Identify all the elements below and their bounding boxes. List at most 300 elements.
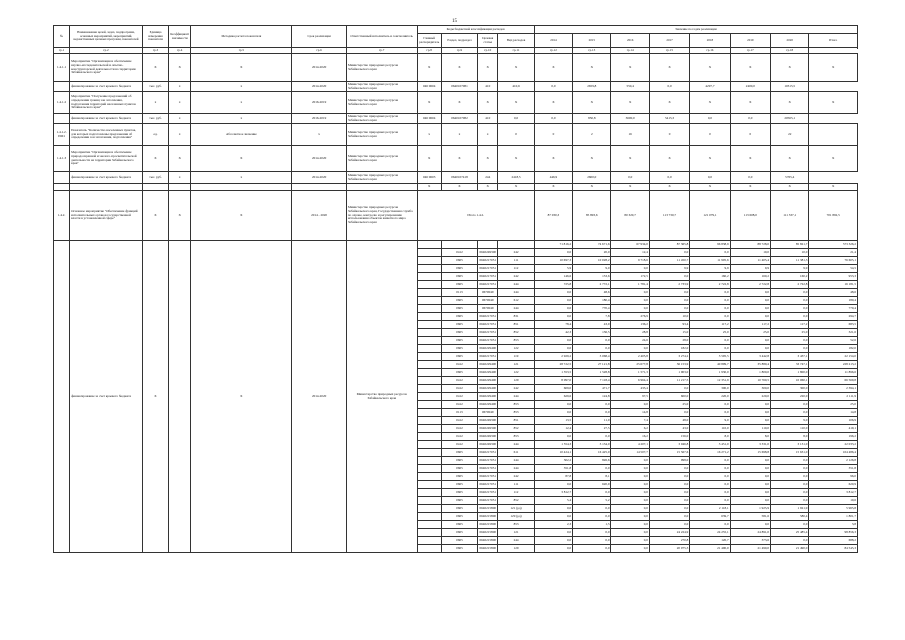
value-cell: 300,0 bbox=[771, 385, 809, 393]
row-responsible: Министерство природных ресурсов Забайкальского края bbox=[346, 124, 417, 146]
row-coef: Х bbox=[169, 146, 191, 172]
code-cell: 853 bbox=[498, 521, 534, 529]
value-cell: 9,0 bbox=[690, 417, 730, 425]
row-cell: Х bbox=[611, 92, 649, 114]
table-row bbox=[54, 184, 858, 191]
value-cell: 28,0 bbox=[649, 337, 689, 345]
row-unit: Х bbox=[142, 191, 168, 241]
value-cell: 2,3 bbox=[534, 521, 572, 529]
empty-cell bbox=[417, 273, 441, 281]
value-cell: 953,3 bbox=[809, 273, 858, 281]
value-cell: 0,0 bbox=[771, 305, 809, 313]
value-cell: 10 760,5 bbox=[730, 377, 770, 385]
row-cell: 046 0604 bbox=[417, 82, 441, 92]
code-cell: 122 bbox=[498, 369, 534, 377]
value-cell: 0,0 bbox=[534, 249, 572, 257]
row-cell: 3600,0 bbox=[611, 114, 649, 124]
row-cell: Х bbox=[730, 92, 770, 114]
finance-method: Х bbox=[191, 241, 292, 553]
table-row bbox=[54, 54, 858, 82]
row-cell: Х bbox=[649, 54, 689, 82]
value-cell: 2 733,9 bbox=[649, 281, 689, 289]
code-cell: 0640215800 bbox=[478, 521, 498, 529]
code-cell: 0640249300 bbox=[478, 249, 498, 257]
code-cell: 853 bbox=[498, 401, 534, 409]
value-cell: 0,0 bbox=[573, 401, 611, 409]
value-cell: 351,8 bbox=[534, 465, 572, 473]
value-cell: 110,0 bbox=[690, 425, 730, 433]
column-number: гр.18 bbox=[771, 48, 809, 54]
value-cell: 27,5 bbox=[573, 425, 611, 433]
value-cell: 0,0 bbox=[730, 521, 770, 529]
code-cell: 121 bbox=[498, 361, 534, 369]
value-cell: 0,0 bbox=[690, 313, 730, 321]
row-cell: Х bbox=[771, 54, 809, 82]
value-cell: 16 271,2 bbox=[690, 449, 730, 457]
row-name: Мероприятие "Организация и обеспечение научно-исследовательской и опытно-конструкторской деятельности на территории Забайкальского края" bbox=[70, 54, 143, 82]
value-cell: 6 964,4 bbox=[611, 377, 649, 385]
value-cell: 0,0 bbox=[573, 545, 611, 553]
row-coef: х bbox=[169, 82, 191, 92]
column-number: гр.12 bbox=[534, 48, 572, 54]
header-method: Методика расчета показателя bbox=[191, 26, 292, 48]
value-cell: 160,2 bbox=[690, 273, 730, 281]
empty-cell bbox=[417, 393, 441, 401]
row-cell: Х bbox=[441, 92, 477, 114]
value-cell: 96 838,9 bbox=[690, 241, 730, 249]
value-cell: 87,8 bbox=[534, 473, 572, 481]
value-cell: 0,0 bbox=[690, 409, 730, 417]
row-number bbox=[54, 82, 70, 92]
row-cell: Х bbox=[417, 92, 441, 114]
code-cell: 0640215800 bbox=[478, 513, 498, 521]
value-cell: 12 351,9 bbox=[690, 377, 730, 385]
value-cell: 302,2 bbox=[534, 457, 572, 465]
value-cell: 1 353,5 bbox=[534, 369, 572, 377]
code-cell: 0640217051 bbox=[478, 313, 498, 321]
empty-cell bbox=[417, 297, 441, 305]
value-cell: 0,0 bbox=[611, 465, 649, 473]
empty-cell bbox=[417, 241, 441, 249]
value-cell: 0,0 bbox=[649, 489, 689, 497]
value-cell: 419,1 bbox=[809, 425, 858, 433]
value-cell: 0,0 bbox=[534, 313, 572, 321]
finance-row bbox=[54, 241, 858, 249]
row-unit: тыс. руб. bbox=[142, 114, 168, 124]
row-period: 2016-2019 bbox=[292, 92, 347, 114]
value-cell: 2 722,8 bbox=[730, 281, 770, 289]
code-cell: 0640217051 bbox=[478, 281, 498, 289]
value-cell: 0,0 bbox=[573, 489, 611, 497]
row-cell: Х bbox=[534, 184, 572, 191]
value-cell: 0,0 bbox=[730, 297, 770, 305]
empty-cell bbox=[417, 249, 441, 257]
value-cell: 36 153,9 bbox=[649, 361, 689, 369]
value-cell: 0,0 bbox=[573, 513, 611, 521]
value-cell: 1 800,0 bbox=[771, 369, 809, 377]
code-cell: 0640229400 bbox=[478, 377, 498, 385]
header-grbs: Главный распорядитель bbox=[417, 34, 441, 48]
empty-cell bbox=[417, 321, 441, 329]
row-responsible: Министерство природных ресурсов Забайкальского края, Государственная служба по охране, контролю и регулированию использования объектов животного мира Забайкальского края bbox=[346, 191, 417, 241]
empty-cell bbox=[417, 265, 441, 273]
code-cell: 0412 bbox=[441, 417, 477, 425]
code-cell: 0113 bbox=[441, 409, 477, 417]
column-number: гр.9 bbox=[441, 48, 477, 54]
code-cell: 0640229400 bbox=[478, 369, 498, 377]
value-cell: 5,9 bbox=[534, 265, 572, 273]
value-cell: 71 816,2 bbox=[534, 241, 572, 249]
code-cell: 0605 bbox=[441, 313, 477, 321]
value-cell: 0,0 bbox=[649, 249, 689, 257]
value-cell: 3 331,0 bbox=[730, 441, 770, 449]
value-cell: 9,0 bbox=[771, 417, 809, 425]
row-method: х bbox=[191, 92, 292, 114]
value-cell: 106,9 bbox=[809, 417, 858, 425]
code-cell: 121 bbox=[498, 529, 534, 537]
value-cell: 2 394,1 bbox=[809, 385, 858, 393]
code-cell: 0640249300 bbox=[478, 417, 498, 425]
code-cell: 0605 bbox=[441, 545, 477, 553]
value-cell: 0,0 bbox=[611, 489, 649, 497]
value-cell: 9,9 bbox=[771, 265, 809, 273]
value-cell: 620,9 bbox=[809, 481, 858, 489]
row-cell: 046 0603 bbox=[417, 172, 441, 184]
value-cell: 20 075,3 bbox=[649, 545, 689, 553]
value-cell: 11 381,3 bbox=[771, 257, 809, 265]
value-cell: 110,0 bbox=[771, 425, 809, 433]
value-cell: 826,6 bbox=[573, 457, 611, 465]
value-cell: 153,6 bbox=[573, 273, 611, 281]
value-cell: 15,0 bbox=[649, 329, 689, 337]
empty-cell bbox=[417, 449, 441, 457]
value-cell: 9,9 bbox=[690, 265, 730, 273]
page-number: 15 bbox=[452, 19, 457, 24]
value-cell: 1 554,3 bbox=[534, 441, 572, 449]
value-cell: 120,7 bbox=[690, 537, 730, 545]
value-cell: 770,4 bbox=[573, 305, 611, 313]
empty-cell bbox=[417, 425, 441, 433]
value-cell: 600,0 bbox=[649, 393, 689, 401]
value-cell: 97,5 bbox=[611, 393, 649, 401]
code-cell: 852 bbox=[498, 497, 534, 505]
column-number: гр.8 bbox=[417, 48, 441, 54]
row-cell: Х bbox=[441, 54, 477, 82]
code-cell bbox=[498, 241, 534, 249]
empty-cell bbox=[417, 481, 441, 489]
value-cell: 0,0 bbox=[611, 505, 649, 513]
code-cell: 853 bbox=[498, 433, 534, 441]
code-cell: 0605 bbox=[441, 489, 477, 497]
value-cell: 48,6 bbox=[809, 289, 858, 297]
code-cell: 853 bbox=[498, 337, 534, 345]
row-cell: Х bbox=[690, 54, 730, 82]
row-name: Мероприятие "Организация и обеспечение природоохранной и эколого-просветительской деятельности на территории Забайкальского края" bbox=[70, 146, 143, 172]
value-cell: 10,0 bbox=[730, 249, 770, 257]
code-cell: 0412 bbox=[441, 393, 477, 401]
value-cell: 3,8 bbox=[809, 521, 858, 529]
value-cell: 10 060,1 bbox=[771, 377, 809, 385]
empty-cell bbox=[417, 361, 441, 369]
code-cell: 0605 bbox=[441, 329, 477, 337]
value-cell: 1 925,9 bbox=[730, 505, 770, 513]
row-cell: 410 bbox=[478, 82, 498, 92]
value-cell: 0,0 bbox=[649, 289, 689, 297]
empty-cell bbox=[346, 184, 417, 191]
value-cell: 0,0 bbox=[611, 545, 649, 553]
value-cell: 0,0 bbox=[649, 465, 689, 473]
total-value: 121 079,1 bbox=[690, 191, 730, 241]
value-cell: 156,0 bbox=[649, 433, 689, 441]
value-cell: 1 801,7 bbox=[809, 513, 858, 521]
value-cell: 10 697,3 bbox=[534, 257, 572, 265]
code-cell: 0412 bbox=[441, 433, 477, 441]
row-cell: Х bbox=[417, 54, 441, 82]
value-cell: 471,7 bbox=[573, 385, 611, 393]
value-cell: 21 490,0 bbox=[690, 545, 730, 553]
value-cell: 0,0 bbox=[771, 521, 809, 529]
value-cell: 2 111,9 bbox=[809, 393, 858, 401]
value-cell: 3 442,8 bbox=[730, 353, 770, 361]
row-name: финансирование за счет краевого бюджета bbox=[70, 82, 143, 92]
value-cell: 1,5 bbox=[573, 521, 611, 529]
value-cell: 0,0 bbox=[730, 313, 770, 321]
code-cell: 0605 bbox=[441, 497, 477, 505]
value-cell: 3 274,2 bbox=[649, 353, 689, 361]
row-period: 2014-2020 bbox=[292, 82, 347, 92]
row-cell: 2600,0 bbox=[573, 172, 611, 184]
value-cell: 0,0 bbox=[611, 513, 649, 521]
code-cell: 0640215800 bbox=[478, 529, 498, 537]
header-coef: Коэффициент значимости bbox=[169, 26, 191, 48]
value-cell: 15 631,0 bbox=[771, 449, 809, 457]
main-event-row bbox=[54, 191, 858, 241]
value-cell: 0,0 bbox=[730, 497, 770, 505]
code-cell: 0640217051 bbox=[478, 257, 498, 265]
code-cell: 111 bbox=[498, 257, 534, 265]
row-cell: 10315,5 bbox=[771, 82, 809, 92]
empty-cell bbox=[417, 345, 441, 353]
total-label: Итого 1.4.2. bbox=[417, 191, 534, 241]
row-name: Основное мероприятие "Обеспечение функций исполнительных органов государственной власти в установленной сфере" bbox=[70, 191, 143, 241]
empty-cell bbox=[417, 377, 441, 385]
row-coef: х bbox=[169, 114, 191, 124]
value-cell: 48,6 bbox=[573, 289, 611, 297]
table-row bbox=[54, 92, 858, 114]
row-period: 2014-2020 bbox=[292, 172, 347, 184]
value-cell: 15 698,8 bbox=[730, 449, 770, 457]
empty-cell bbox=[417, 257, 441, 265]
empty-cell bbox=[417, 369, 441, 377]
row-cell: 5765,4 bbox=[771, 172, 809, 184]
code-cell: 0605 bbox=[441, 465, 477, 473]
row-cell: 0,0 bbox=[730, 114, 770, 124]
row-period: 2014-2020 bbox=[292, 54, 347, 82]
code-cell: 122 bbox=[498, 345, 534, 353]
empty-cell bbox=[417, 353, 441, 361]
value-cell: 24 255,1 bbox=[690, 529, 730, 537]
value-cell: 0,0 bbox=[771, 489, 809, 497]
code-cell: 0605 bbox=[441, 473, 477, 481]
value-cell: 3 595,5 bbox=[690, 353, 730, 361]
value-cell: 0,0 bbox=[534, 545, 572, 553]
value-cell: 0,0 bbox=[649, 497, 689, 505]
value-cell: 294,7 bbox=[809, 313, 858, 321]
header-no: № bbox=[54, 26, 70, 48]
value-cell: 25,0 bbox=[730, 329, 770, 337]
code-cell: 611 bbox=[498, 449, 534, 457]
row-cell: 446,9 bbox=[534, 172, 572, 184]
value-cell: 74 671,6 bbox=[573, 241, 611, 249]
row-name: Мероприятие "Получение предложений об определении границ зон затопления, подтопления территорий населенных пунктов Забайкальского края" bbox=[70, 92, 143, 114]
value-cell: 0,0 bbox=[771, 297, 809, 305]
value-cell: 3 131,0 bbox=[771, 441, 809, 449]
empty-cell bbox=[417, 289, 441, 297]
empty-cell bbox=[417, 337, 441, 345]
value-cell: 16 425,0 bbox=[573, 449, 611, 457]
row-responsible: Министерство природных ресурсов Забайкальского края bbox=[346, 172, 417, 184]
code-cell: 129 bbox=[498, 377, 534, 385]
value-cell: 2 929,2 bbox=[534, 353, 572, 361]
value-cell: 0,0 bbox=[534, 537, 572, 545]
row-cell: 0 bbox=[649, 124, 689, 146]
code-cell: 244 bbox=[498, 289, 534, 297]
value-cell: 0,0 bbox=[690, 305, 730, 313]
value-cell: 0,0 bbox=[573, 345, 611, 353]
row-name: Показатель "Количество населенных пунктов, для которых подготовлены предложения об определении зон затопления, подтопления" bbox=[70, 124, 143, 146]
code-cell: 0605 bbox=[441, 537, 477, 545]
empty-cell bbox=[169, 184, 191, 191]
code-cell: 244 bbox=[498, 281, 534, 289]
row-cell: Х bbox=[611, 146, 649, 172]
value-cell: 300,0 bbox=[730, 385, 770, 393]
empty-cell bbox=[417, 529, 441, 537]
finance-unit: Х bbox=[142, 241, 168, 553]
row-cell: 0,0 bbox=[649, 82, 689, 92]
value-cell: 5,4 bbox=[534, 497, 572, 505]
value-cell: 1 903,0 bbox=[649, 369, 689, 377]
row-unit: ед. bbox=[142, 124, 168, 146]
value-cell: 1 800,0 bbox=[730, 369, 770, 377]
header-vr: Вид расходов bbox=[498, 34, 534, 48]
code-cell: 851 bbox=[498, 321, 534, 329]
value-cell: 0,0 bbox=[690, 497, 730, 505]
value-cell: 0,0 bbox=[771, 313, 809, 321]
value-cell: 0,0 bbox=[534, 345, 572, 353]
value-cell: 12,4 bbox=[611, 249, 649, 257]
value-cell: 1 921,9 bbox=[771, 505, 809, 513]
code-cell: 0412 bbox=[441, 249, 477, 257]
row-responsible: Министерство природных ресурсов Забайкальского края bbox=[346, 54, 417, 82]
empty-cell bbox=[417, 537, 441, 545]
code-cell: 0640217051 bbox=[478, 321, 498, 329]
value-cell: 88 728,0 bbox=[730, 241, 770, 249]
header-year-2018: 2018 bbox=[690, 34, 730, 48]
code-cell: 0640217051 bbox=[478, 273, 498, 281]
code-cell: 852 bbox=[498, 329, 534, 337]
value-cell: 0,0 bbox=[730, 409, 770, 417]
value-cell: 0,0 bbox=[534, 433, 572, 441]
value-cell: 1 781,4 bbox=[611, 281, 649, 289]
value-cell: 172,5 bbox=[611, 273, 649, 281]
row-cell: Х bbox=[649, 184, 689, 191]
value-cell: 146,6 bbox=[534, 273, 572, 281]
empty-cell bbox=[292, 184, 347, 191]
row-cell: 0,0 bbox=[534, 82, 572, 92]
value-cell: 0,0 bbox=[690, 249, 730, 257]
value-cell: 25,0 bbox=[690, 329, 730, 337]
row-method: Абсолютное значение bbox=[191, 124, 292, 146]
value-cell: 0,0 bbox=[771, 337, 809, 345]
value-cell: 12,4 bbox=[534, 425, 572, 433]
value-cell: 0,0 bbox=[730, 457, 770, 465]
value-cell: 87 365,8 bbox=[649, 241, 689, 249]
header-unit: Единица измерения показателя bbox=[142, 26, 168, 48]
code-cell: 0640229400 bbox=[478, 393, 498, 401]
row-cell: 0 bbox=[690, 124, 730, 146]
row-cell: Х bbox=[809, 146, 858, 172]
value-cell: 0,0 bbox=[771, 537, 809, 545]
code-cell: 0640217051 bbox=[478, 337, 498, 345]
value-cell: 0,0 bbox=[771, 401, 809, 409]
code-cell: 244 bbox=[498, 537, 534, 545]
value-cell: 5 965,8 bbox=[809, 505, 858, 513]
value-cell: 3 068,4 bbox=[573, 353, 611, 361]
row-method: х bbox=[191, 82, 292, 92]
value-cell: 0,0 bbox=[611, 305, 649, 313]
column-number: гр.15 bbox=[649, 48, 689, 54]
empty-cell bbox=[417, 433, 441, 441]
value-cell: 6,2 bbox=[611, 425, 649, 433]
code-cell: 0605 bbox=[441, 521, 477, 529]
empty-cell bbox=[54, 241, 70, 553]
value-cell: 1 571,3 bbox=[611, 369, 649, 377]
column-number: гр.10 bbox=[478, 48, 498, 54]
header-section: Раздел, подраздел bbox=[441, 34, 477, 48]
value-cell: 43,0 bbox=[649, 425, 689, 433]
table-row bbox=[54, 82, 858, 92]
value-cell: 1 528,8 bbox=[573, 369, 611, 377]
row-cell: 410 bbox=[478, 114, 498, 124]
value-cell: 67 934,0 bbox=[611, 241, 649, 249]
code-cell: 244 bbox=[498, 457, 534, 465]
row-cell: 2 bbox=[573, 124, 611, 146]
value-cell: 276,9 bbox=[611, 313, 649, 321]
code-cell: 0640217051 bbox=[478, 481, 498, 489]
code-cell: 242 bbox=[498, 273, 534, 281]
empty-cell bbox=[54, 184, 70, 191]
row-coef: х bbox=[169, 124, 191, 146]
value-cell: 573 326,2 bbox=[809, 241, 858, 249]
value-cell: 7,8 bbox=[573, 313, 611, 321]
value-cell: 93,4 bbox=[649, 321, 689, 329]
row-number: 1.4.1.1 bbox=[54, 54, 70, 82]
value-cell: 13,5 bbox=[534, 417, 572, 425]
code-cell: 244 bbox=[498, 465, 534, 473]
value-cell: 0,0 bbox=[690, 345, 730, 353]
row-method: Х bbox=[191, 54, 292, 82]
code-cell: 0640217051 bbox=[478, 329, 498, 337]
value-cell: 0,0 bbox=[771, 345, 809, 353]
row-cell: Х bbox=[573, 92, 611, 114]
value-cell: 4 207,1 bbox=[611, 441, 649, 449]
row-coef: х bbox=[169, 172, 191, 184]
row-period: 2014 - 2020 bbox=[292, 191, 347, 241]
column-number: гр.2 bbox=[70, 48, 143, 54]
value-cell: 8 097,0 bbox=[534, 377, 572, 385]
value-cell: 25 677,8 bbox=[611, 361, 649, 369]
value-cell: 28 722,5 bbox=[534, 361, 572, 369]
